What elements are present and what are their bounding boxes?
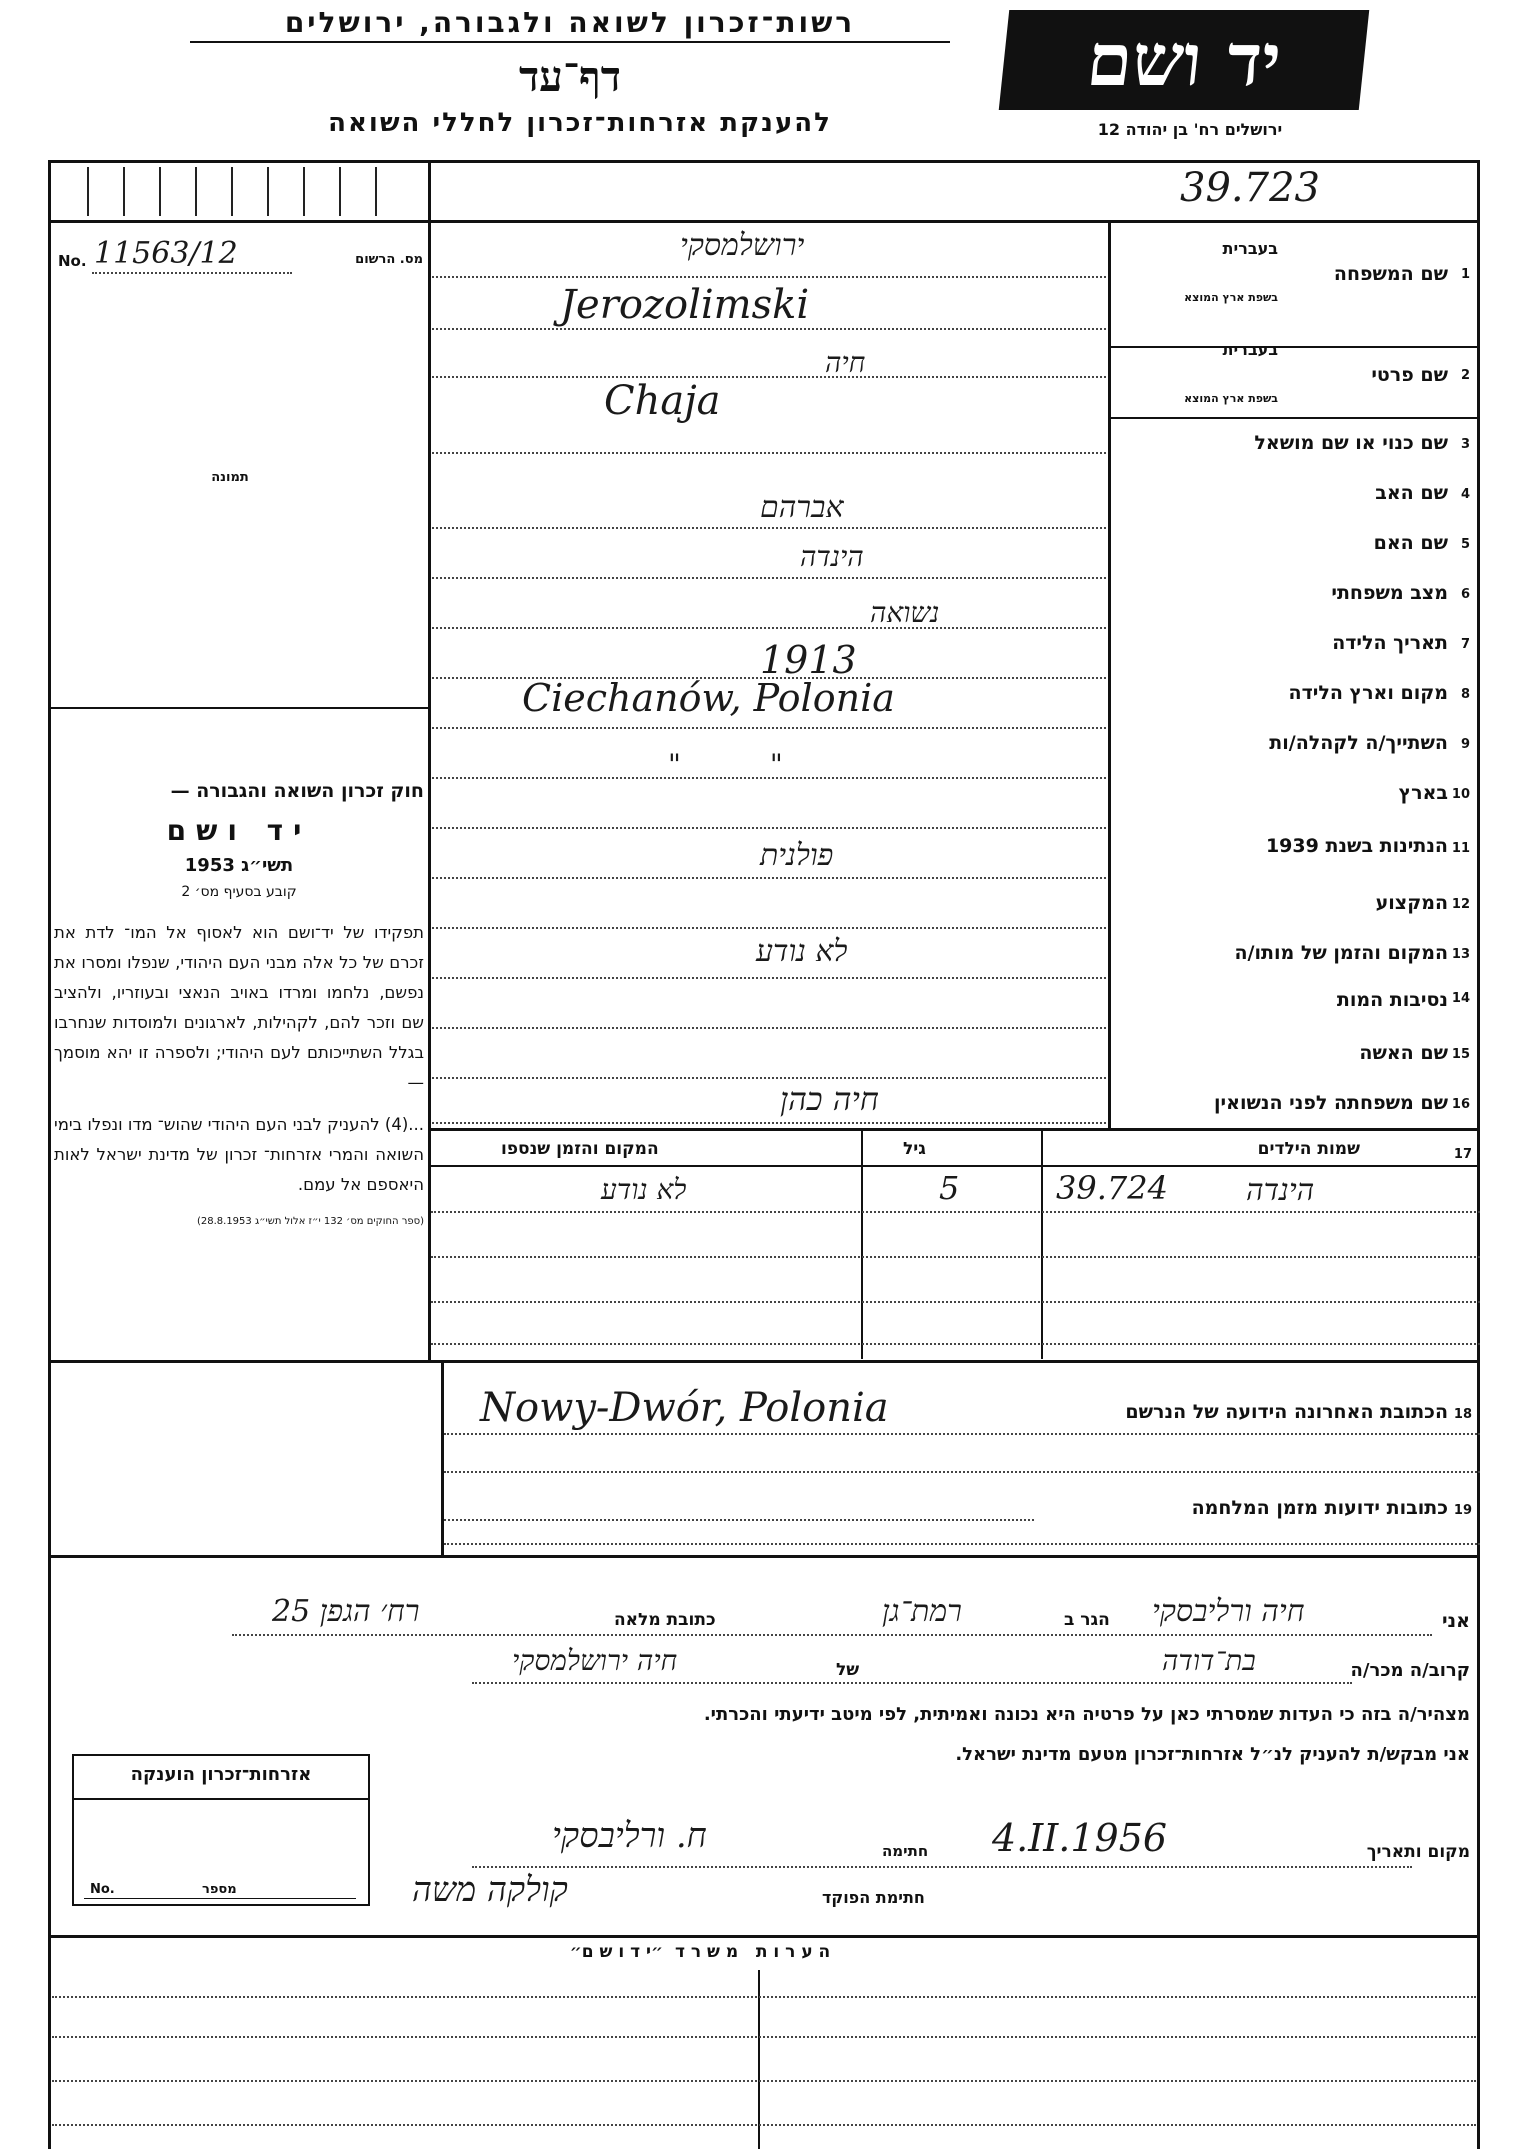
family-name-hebrew-value: ירושלמסקי (680, 228, 805, 263)
field-citizenship-1939: 11 הנתינות בשנת 1939 (1265, 835, 1470, 857)
field-wife-name: 15 שם האשה (1359, 1042, 1470, 1064)
community-value: " " (668, 748, 783, 781)
declarant-relation: בת־דודה (1162, 1644, 1256, 1677)
maiden-name-value: חיה כהן (780, 1080, 879, 1118)
field-first-name: 2 שם פרטי בעברית בשפת ארץ המוצא (1184, 340, 1470, 405)
yad-vashem-address: ירושלים רח' בן יהודה 12 (1097, 120, 1283, 139)
logo-text: יד ושם (1083, 17, 1285, 102)
field-occupation: 12 המקצוע (1375, 892, 1470, 914)
law-box (54, 780, 424, 1350)
field-country: 10 בארץ (1398, 782, 1470, 804)
declaration-section: אני חיה ורליבסקי הגר ב רמת־גן כתובת מלאה רח׳ הגפן 25 קרוב/ה מכר/ה בת־דודה של חיה ירושלמסקי מצהיר/ה בזה כי העדות שמסרתי כאן על פרטיה היא נכונה ואמיתית, לפי מיטב ידיעתי והכרתי. אני מבקש/ת להעניק לנ״ל אזרחות־זכרון מטעם מדינת ישראל. מקום ותאריך 4.II.1956 חתימה ח. ורליבסקי חתימת הפוקד קולקה משה (52, 1560, 1478, 1935)
field-place-time-death: 13 המקום והזמן של מותו/ה (1234, 942, 1470, 964)
top-hatch-strip (52, 163, 428, 220)
law-paragraph-1: תפקידו של יד־ושם הוא לאסוף אל המו־ לדת את זכרם של כל אלה מבני העם היהודי, שנפלו ומסרו את נפשם, נלחמו ומרדו באויב הנאצי ובעוזריו, ולהציב שם וזכר להם, לקהילות, לארגונים ולמוסדות שנחרבו בגלל השתייכותם לעם היהודי; ולספרה זו יהא מוסמך — (54, 923, 424, 1092)
law-paragraph-2: ...(4) להעניק לבני העם היהודי שהוש־ מדו ונפלו בימי השואה והמרי אזרחות־ זכרון של מדינת ישראל לאות היאספם אל עמם. (54, 1115, 424, 1194)
field-nickname: 3 שם כנוי או שם מושאל (1254, 432, 1470, 454)
law-clause: קובע בסעיף מס׳ 2 (181, 884, 297, 900)
yad-vashem-logo (999, 10, 1370, 110)
family-name-origin-value: Jerozolimski (560, 282, 810, 328)
registration-prefix: No. (58, 252, 87, 270)
address-section: 18 הכתובת האחרונה הידועה של הנרשם Nowy-Dwór, Polonia 19 כתובות ידועות מזמן המלחמה (444, 1363, 1480, 1553)
certificate-title: אזרחות־זכרון הוענקה (130, 1764, 312, 1785)
field-birth-place: 8 מקום וארץ הלידה (1288, 682, 1470, 704)
form-title: דף־עד (518, 52, 621, 101)
law-heading: חוק זכרון השואה והגבורה — (170, 780, 424, 802)
field-maiden-name: 16 שם משפחתה לפני הנשואין (1214, 1092, 1470, 1114)
wartime-address-label: כתובות ידועות מזמן המלחמה (1191, 1497, 1448, 1519)
last-address-value: Nowy-Dwór, Polonia (480, 1385, 889, 1431)
notes-heading: ה ע ר ו ת מ ש ר ד ״י ד ו ש ם״ (569, 1942, 831, 1962)
certificate-box: אזרחות־זכרון הוענקה No. מספר (72, 1754, 370, 1906)
declarant-signature: ח. ורליבסקי (552, 1816, 707, 1856)
relation-of-name: חיה ירושלמסקי (512, 1644, 678, 1677)
last-address-label: הכתובת האחרונה הידועה של הנרשם (1125, 1401, 1448, 1423)
authority-line: רשות־זכרון לשואה ולגבורה, ירושלים (190, 6, 950, 43)
place-time-death-value: לא נודע (756, 934, 848, 969)
place-date-value: 4.II.1956 (992, 1816, 1168, 1860)
children-header-names: שמות הילדים (1257, 1139, 1360, 1159)
marital-status-value: נשואה (870, 596, 940, 629)
first-name-origin-value: Chaja (604, 378, 721, 424)
declarant-residence: רמת־גן (882, 1594, 962, 1629)
children-header-place: המקום והזמן שנספו (501, 1139, 659, 1159)
declaration-statement-2: אני מבקש/ת להעניק לנ״ל אזרחות־זכרון מטעם מדינת ישראל. (955, 1744, 1470, 1765)
registration-number-value: 11563/12 (94, 236, 238, 271)
law-year: תשי״ג 1953 (184, 855, 294, 876)
declaration-statement-1: מצהיר/ה בזה כי העדות שמסרתי כאן על פרטיה היא נכונה ואמיתית, לפי מיטב ידיעתי והכרתי. (703, 1704, 1470, 1725)
registration-number-row (58, 236, 423, 274)
birth-date-value: 1913 (760, 638, 857, 682)
officer-signature: קולקה משה (412, 1870, 568, 1910)
form-subtitle: להענקת אזרחות־זכרון לחללי השואה (328, 108, 832, 138)
field-family-name: 1 שם המשפחה בעברית בשפת ארץ המוצא (1184, 239, 1470, 304)
registration-label: מס. הרשום (355, 252, 423, 267)
first-name-hebrew-value: חיה (825, 346, 866, 379)
children-header-age: גיל (903, 1139, 926, 1159)
field-marital-status: 6 מצב משפחתי (1331, 582, 1470, 604)
law-name: יד ושם (166, 814, 312, 847)
field-community: 9 השתייך/ה לקהלה/ות (1269, 732, 1470, 754)
photo-label: תמונה (211, 470, 249, 485)
birth-place-value: Ciechanów, Polonia (522, 676, 895, 720)
father-name-value: אברהם (760, 490, 844, 525)
citizenship-value: פולנית (760, 838, 834, 873)
declarant-address: רח׳ הגפן 25 (272, 1594, 420, 1629)
field-birth-date: 7 תאריך הלידה (1332, 632, 1470, 654)
children-table: 17 שמות הילדים גיל המקום והזמן שנספו הינדה 39.724 5 לא נודע (431, 1131, 1480, 1359)
field-death-circumstances: 14 נסיבות המות (1336, 989, 1470, 1011)
law-citation: (ספר החוקים מס׳ 132 י״ז אלול תשי״ג 28.8.1953) (196, 1216, 424, 1227)
field-mother-name: 5 שם האם (1373, 532, 1470, 554)
top-handwritten-number: 39.723 (1180, 165, 1320, 211)
field-father-name: 4 שם האב (1375, 482, 1470, 504)
mother-name-value: הינדה (800, 540, 864, 573)
declarant-name: חיה ורליבסקי (1152, 1594, 1305, 1629)
